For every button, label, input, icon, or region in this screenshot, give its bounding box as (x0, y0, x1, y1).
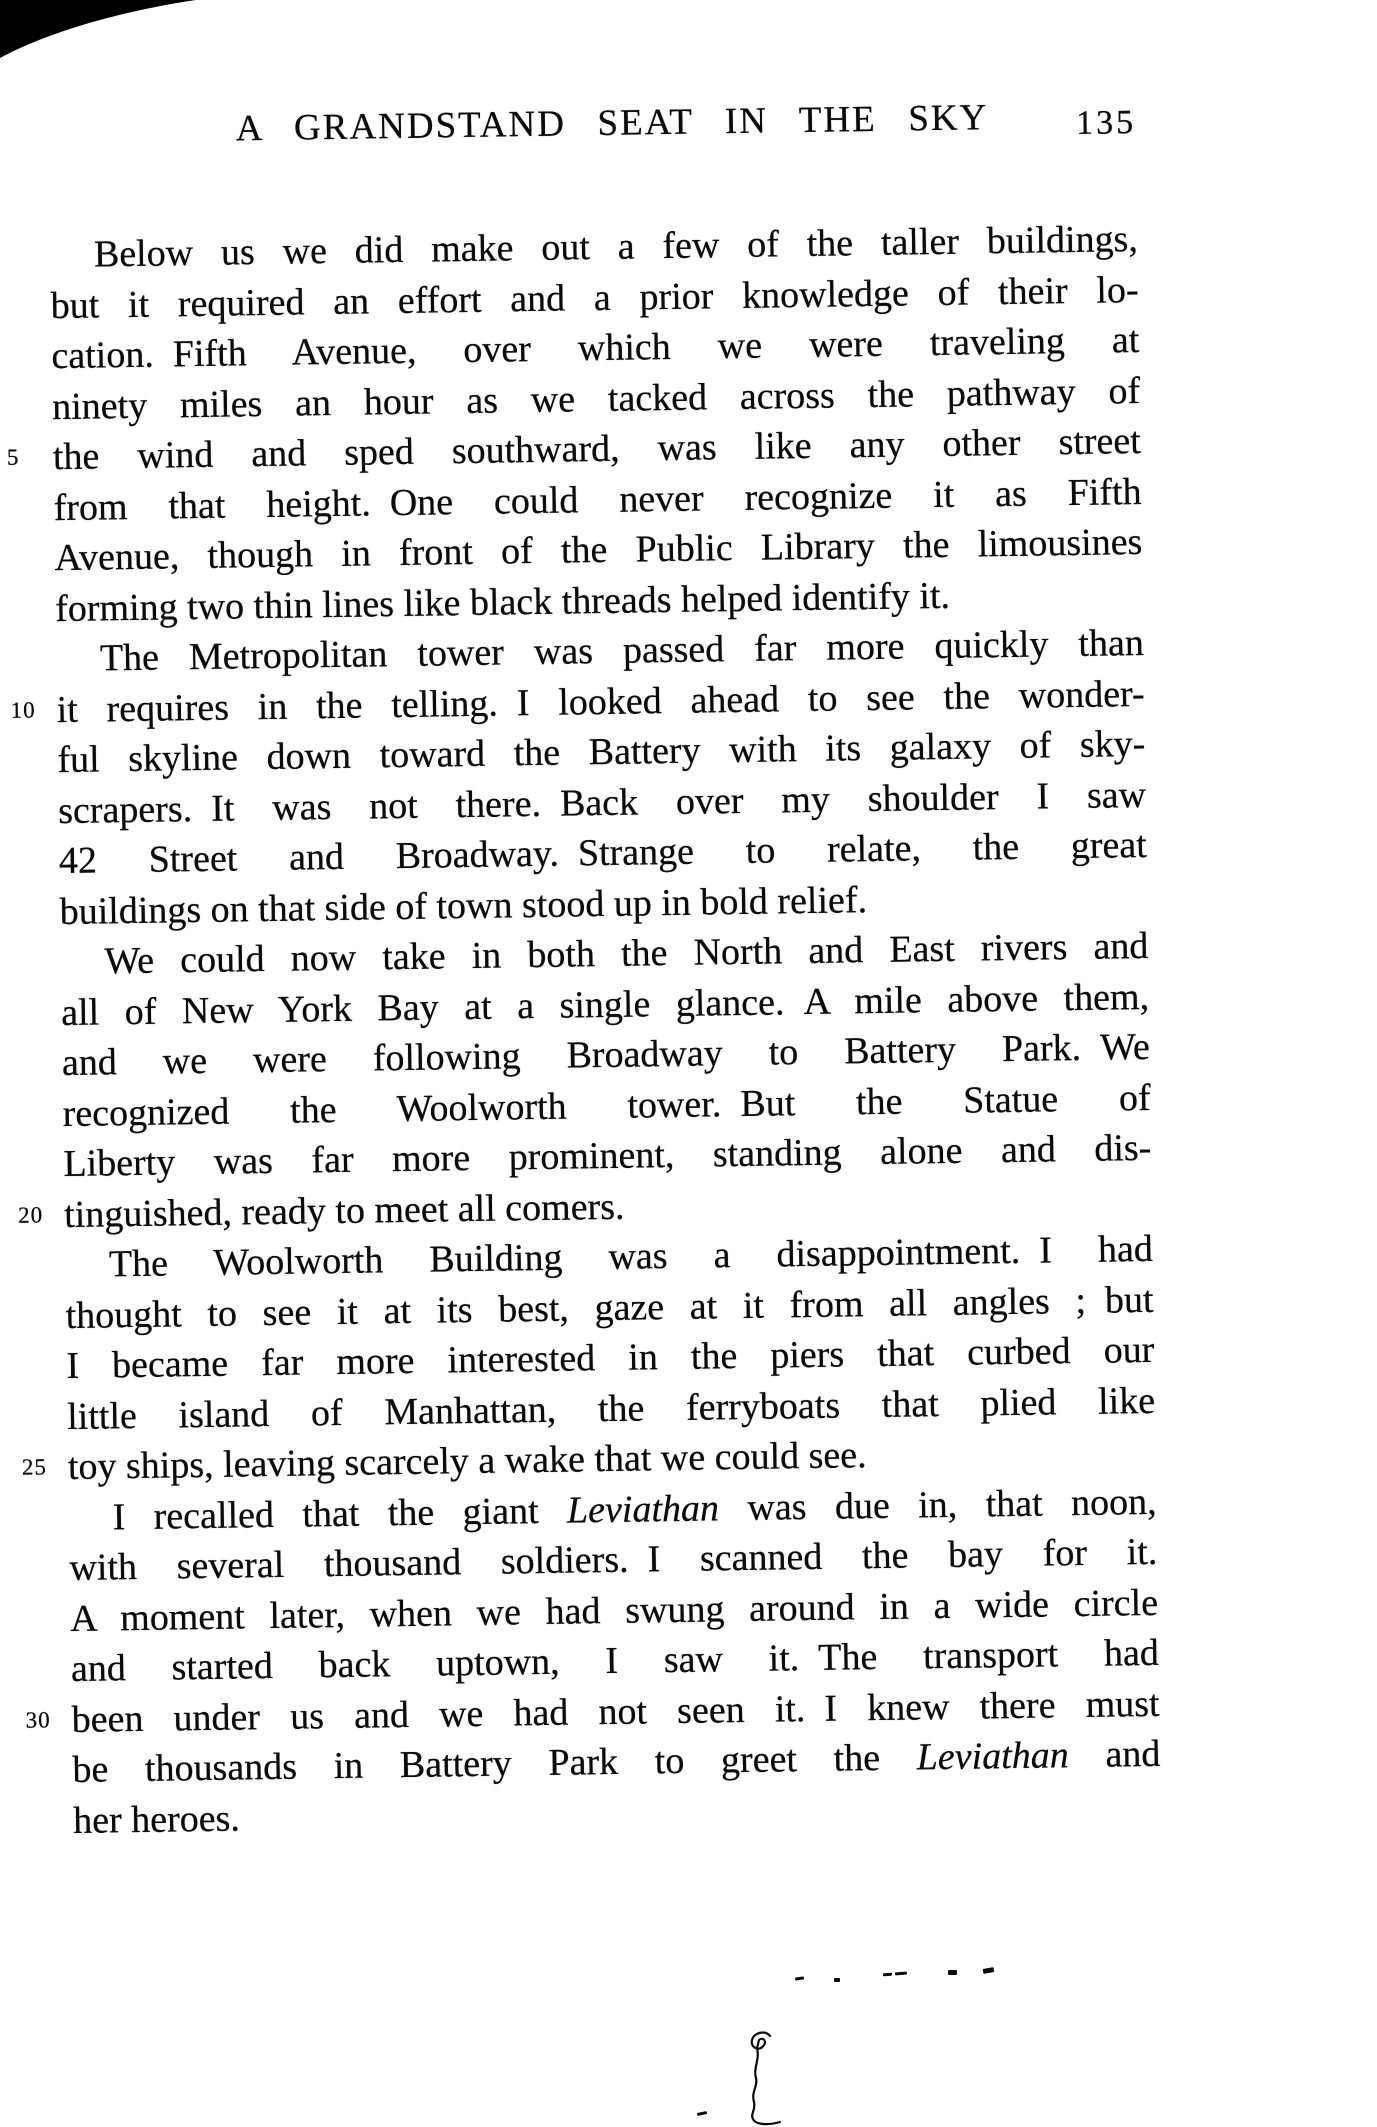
text-line: Avenue, though in front of the Public Library the limousines (54, 520, 1143, 580)
ink-speck (795, 1976, 804, 1980)
line-number: 5 (6, 444, 20, 470)
text-line: The Woolworth Building was a disappointment. I had (108, 1227, 1154, 1286)
line-number: 20 (17, 1201, 44, 1228)
text-line: be thousands in Battery Park to greet the Leviathan and (72, 1732, 1161, 1791)
line-number: 30 (25, 1706, 51, 1733)
text-line: 25 toy ships, leaving scarcely a wake that we could see. (21, 1434, 867, 1488)
line-number: 25 (21, 1454, 48, 1480)
line-number (0, 951, 13, 975)
text-line: The Metropolitan tower was passed far more quickly than (99, 621, 1145, 680)
text-line: 10 it requires in the telling. I looked ahead to see the wonder- (10, 672, 1145, 731)
text-line: I recalled that the giant Leviathan was due in, that noon, (112, 1480, 1157, 1538)
text-line: buildings on that side of town stood up in bold relief. (59, 878, 868, 933)
text-line: little island of Manhattan, the ferryboats that plied like (66, 1379, 1156, 1438)
ink-speck (834, 1978, 840, 1982)
text-line: recognized the Woolworth tower. But the Statue of (62, 1076, 1151, 1135)
text-line: from that height. One could never recognize it as Fifth (53, 470, 1142, 529)
text-line: Liberty was far more prominent, standing alone and dis- (63, 1126, 1152, 1186)
text-line: A moment later, when we had swung around in a wide circle (69, 1581, 1159, 1640)
text-block (6, 214, 1162, 1846)
text-line: 42 Street and Broadway. Strange to relate, the great (58, 823, 1148, 883)
page-number: 135 (1075, 104, 1137, 142)
ink-speck (895, 1972, 907, 1976)
ink-speck (948, 1970, 957, 1975)
ink-speck (883, 1973, 892, 1977)
text-line: all of New York Bay at a single glance. A mile above them, (60, 975, 1150, 1034)
ink-speck (983, 1967, 995, 1974)
page-content (6, 92, 1162, 1846)
running-header (48, 92, 1137, 156)
text-line: 20 tinguished, ready to meet all comers. (17, 1185, 625, 1236)
text-line: forming two thin lines like black threads helped identify it. (54, 574, 951, 630)
text-line: and we were following Broadway to Battery Park. We (61, 1025, 1151, 1085)
text-line: We could now take in both the North and East rivers and (60, 921, 1149, 988)
text-line: cation. Fifth Avenue, over which we were traveling at (51, 318, 1140, 378)
text-line: her heroes. (72, 1796, 241, 1842)
page-title: A GRANDSTAND SEAT IN THE SKY (235, 97, 989, 150)
scan-corner-shadow (0, 0, 200, 64)
text-line: 5 the wind and sped southward, was like any other street (6, 419, 1142, 479)
text-line: scrapers. It was not there. Back over my shoulder I saw (57, 773, 1147, 832)
text-line: I became far more interested in the piers that curbed our (66, 1328, 1155, 1388)
text-line: thought to see it at its best, gaze at it from all angles ; but (65, 1278, 1154, 1337)
text-line: Below us we did make out a few of the taller buildings, (93, 217, 1139, 276)
text-line: but it required an effort and a prior knowledge of their lo- (50, 268, 1139, 327)
text-line: 30 been under us and we had not seen it. I knew there must (25, 1682, 1160, 1741)
ink-speck (697, 2111, 707, 2116)
text-line: and started back uptown, I saw it. The transport had (70, 1631, 1160, 1690)
text-line: ful skyline down toward the Battery with its galaxy of sky- (57, 722, 1146, 782)
text-line: with several thousand soldiers. I scanned the bay for it. (69, 1530, 1158, 1589)
line-number: 10 (10, 696, 36, 723)
text-line: ninety miles an hour as we tacked across the pathway of (51, 369, 1141, 428)
pen-scribble-mark (740, 2028, 786, 2127)
